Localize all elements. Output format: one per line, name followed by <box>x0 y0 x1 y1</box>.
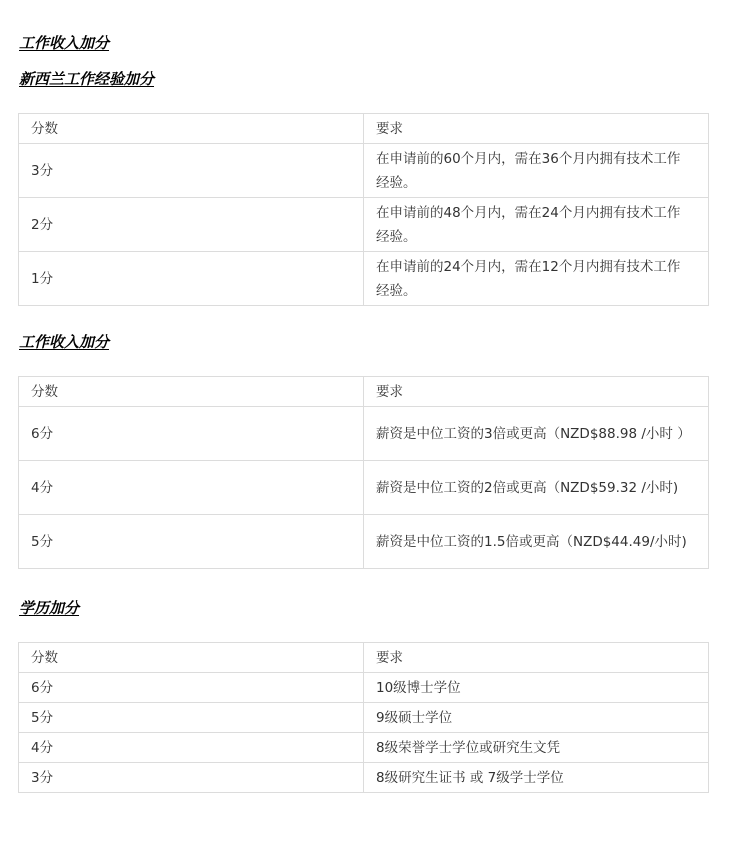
header-requirement: 要求 <box>364 114 709 144</box>
points-cell: 5分 <box>19 703 364 733</box>
requirement-cell: 9级硕士学位 <box>364 703 709 733</box>
header-points: 分数 <box>19 377 364 407</box>
points-cell: 6分 <box>19 407 364 461</box>
points-cell: 6分 <box>19 673 364 703</box>
page-heading: 工作收入加分 <box>19 34 110 52</box>
requirement-cell: 薪资是中位工资的1.5倍或更高（NZD$44.49/小时) <box>364 515 709 569</box>
points-cell: 4分 <box>19 733 364 763</box>
table-row <box>19 673 709 703</box>
table-row <box>19 703 709 733</box>
points-cell: 5分 <box>19 515 364 569</box>
table-row <box>19 198 709 252</box>
table-row <box>19 144 709 198</box>
points-cell: 1分 <box>19 252 364 306</box>
requirement-cell: 薪资是中位工资的3倍或更高（NZD$88.98 /小时 ） <box>364 407 709 461</box>
points-cell: 3分 <box>19 144 364 198</box>
requirement-cell: 在申请前的60个月内，需在36个月内拥有技术工作经验。 <box>364 144 709 198</box>
points-cell: 4分 <box>19 461 364 515</box>
table-row <box>19 252 709 306</box>
table-row <box>19 461 709 515</box>
requirement-cell: 10级博士学位 <box>364 673 709 703</box>
header-requirement: 要求 <box>364 643 709 673</box>
points-cell: 3分 <box>19 763 364 793</box>
table-row <box>19 733 709 763</box>
requirement-cell: 8级荣誉学士学位或研究生文凭 <box>364 733 709 763</box>
header-points: 分数 <box>19 643 364 673</box>
requirement-cell: 在申请前的24个月内，需在12个月内拥有技术工作经验。 <box>364 252 709 306</box>
table-header-row <box>19 114 709 144</box>
section-heading-work-experience: 新西兰工作经验加分 <box>19 70 155 88</box>
income-table <box>18 376 709 569</box>
requirement-cell: 8级研究生证书 或 7级学士学位 <box>364 763 709 793</box>
requirement-cell: 在申请前的48个月内，需在24个月内拥有技术工作经验。 <box>364 198 709 252</box>
requirement-cell: 薪资是中位工资的2倍或更高（NZD$59.32 /小时) <box>364 461 709 515</box>
points-cell: 2分 <box>19 198 364 252</box>
header-points: 分数 <box>19 114 364 144</box>
work-experience-table <box>18 113 709 306</box>
table-row <box>19 763 709 793</box>
table-row <box>19 515 709 569</box>
section-heading-income: 工作收入加分 <box>19 333 110 351</box>
education-table <box>18 642 709 793</box>
table-header-row <box>19 643 709 673</box>
table-row <box>19 407 709 461</box>
section-heading-education: 学历加分 <box>19 599 80 617</box>
header-requirement: 要求 <box>364 377 709 407</box>
table-header-row <box>19 377 709 407</box>
